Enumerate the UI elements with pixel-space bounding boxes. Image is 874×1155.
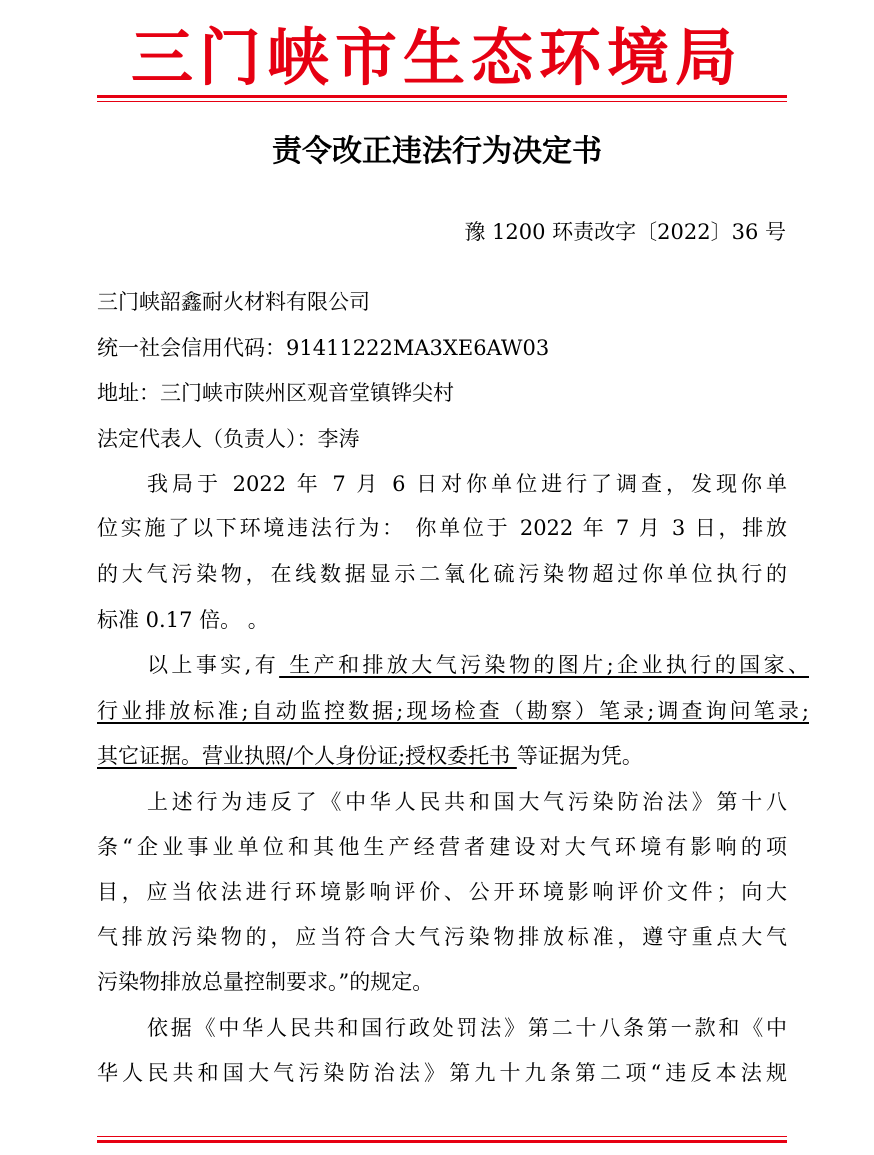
evidence-line bbox=[97, 647, 809, 683]
document-number: 豫 1200 环责改字〔2022〕36 号 bbox=[464, 220, 786, 244]
paragraph1-line: 位实施了以下环境违法行为： 你单位于 2022 年 7 月 3 日，排放 bbox=[97, 516, 787, 540]
paragraph3-line: 目，应当依法进行环境影响评价、公开环境影响评价文件；向大 bbox=[97, 880, 787, 904]
header-rule-thin bbox=[97, 101, 787, 102]
paragraph3-line: 上述行为违反了《中华人民共和国大气污染防治法》第十八 bbox=[147, 790, 787, 814]
evidence-prefix: 以上事实,有 bbox=[147, 653, 280, 677]
paragraph1-line: 标准 0.17 倍。 。 bbox=[97, 608, 269, 632]
evidence-suffix: 等证据为凭。 bbox=[516, 744, 643, 768]
paragraph4-line: 华人民共和国大气污染防治法》第九十九条第二项“违反本法规 bbox=[97, 1061, 787, 1085]
evidence-line bbox=[97, 738, 787, 774]
paragraph4-line: 依据《中华人民共和国行政处罚法》第二十八条第一款和《中 bbox=[147, 1016, 787, 1040]
address: 地址：三门峡市陕州区观音堂镇铧尖村 bbox=[97, 381, 454, 405]
footer-rule-thin bbox=[97, 1136, 787, 1137]
paragraph1-line: 我局于 2022 年 7 月 6 日对你单位进行了调查，发现你单 bbox=[147, 472, 787, 496]
footer-rule-thick bbox=[97, 1140, 787, 1143]
evidence-list: 行业排放标准;自动监控数据;现场检查（勘察）笔录;调查询问笔录; bbox=[97, 699, 809, 723]
paragraph1-line: 的大气污染物，在线数据显示二氧化硫污染物超过你单位执行的 bbox=[97, 562, 787, 586]
evidence-list: 其它证据。营业执照/个人身份证;授权委托书 bbox=[97, 744, 517, 768]
legal-representative: 法定代表人（负责人）：李涛 bbox=[97, 427, 360, 451]
paragraph3-line: 条“企业事业单位和其他生产经营者建设对大气环境有影响的项 bbox=[97, 835, 787, 859]
party-name: 三门峡韶鑫耐火材料有限公司 bbox=[97, 290, 370, 314]
paragraph3-line: 污染物排放总量控制要求。”的规定。 bbox=[97, 970, 434, 994]
evidence-list: 生产和排放大气污染物的图片;企业执行的国家、 bbox=[279, 653, 809, 677]
paragraph3-line: 气排放污染物的，应当符合大气污染物排放标准，遵守重点大气 bbox=[97, 925, 787, 949]
agency-header: 三门峡市生态环境局 bbox=[130, 21, 743, 94]
document-title: 责令改正违法行为决定书 bbox=[272, 134, 602, 169]
credit-code: 统一社会信用代码：91411222MA3XE6AW03 bbox=[97, 336, 550, 360]
header-rule-thick bbox=[97, 95, 787, 98]
evidence-line bbox=[97, 693, 809, 729]
